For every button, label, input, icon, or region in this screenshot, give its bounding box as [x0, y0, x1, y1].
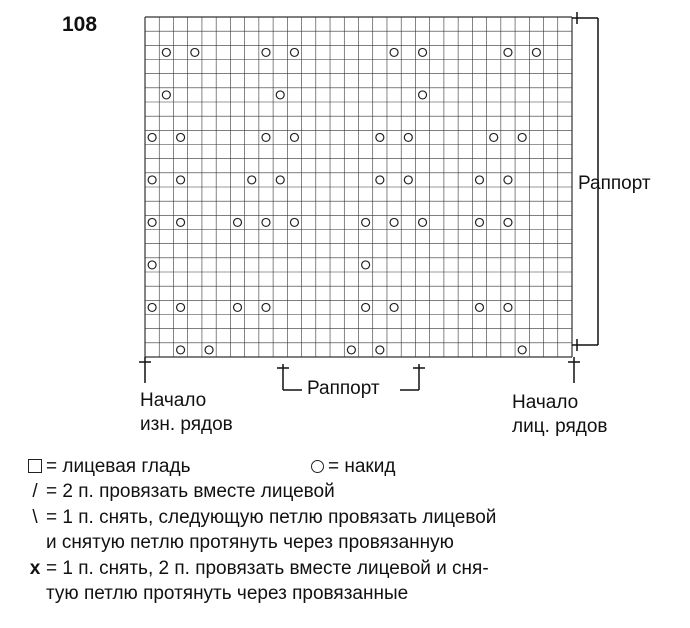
yarn-over-symbol — [148, 303, 156, 311]
yarn-over-symbol — [475, 218, 483, 226]
yarn-over-symbol — [234, 303, 242, 311]
yarn-over-symbol — [504, 303, 512, 311]
yarn-over-symbol — [518, 133, 526, 141]
yarn-over-symbol — [248, 176, 256, 184]
yarn-over-symbol — [148, 261, 156, 269]
yarn-over-symbol — [262, 303, 270, 311]
yarn-over-symbol — [276, 91, 284, 99]
yarn-over-symbol — [504, 48, 512, 56]
yarn-over-symbol — [177, 133, 185, 141]
rapport-label-bottom: Раппорт — [307, 378, 380, 399]
yarn-over-symbol — [262, 133, 270, 141]
legend-k2tog: / = 2 п. провязать вместе лицевой — [24, 480, 335, 504]
yarn-over-symbol — [290, 218, 298, 226]
legend-sk2po-cont: тую петлю протянуть через провязанные — [46, 583, 409, 604]
square-icon — [28, 459, 42, 473]
yarn-over-symbol — [191, 48, 199, 56]
yarn-over-symbol — [262, 218, 270, 226]
slash-icon: / — [32, 481, 38, 502]
yarn-over-symbol — [376, 133, 384, 141]
start-wrong-rows-line1: Начало — [140, 390, 207, 411]
legend-stockinette: = лицевая гладь — [24, 455, 190, 479]
yarn-over-symbol — [234, 218, 242, 226]
yarn-over-symbol — [177, 218, 185, 226]
yarn-over-symbol — [419, 218, 427, 226]
yarn-over-symbol — [362, 261, 370, 269]
yarn-over-symbol — [177, 303, 185, 311]
yarn-over-symbol — [376, 176, 384, 184]
yarn-over-symbol — [148, 218, 156, 226]
yarn-over-symbol — [276, 176, 284, 184]
yarn-over-symbol — [162, 48, 170, 56]
yarn-over-symbol — [162, 91, 170, 99]
yarn-over-symbol — [362, 303, 370, 311]
yarn-over-symbol — [404, 176, 412, 184]
legend-yarn-over: = накид — [306, 455, 395, 479]
yarn-over-symbol — [376, 346, 384, 354]
yarn-over-symbol — [490, 133, 498, 141]
yarn-over-symbol — [362, 218, 370, 226]
circle-icon — [311, 460, 324, 473]
yarn-over-symbol — [419, 91, 427, 99]
backslash-icon: \ — [32, 507, 38, 528]
yarn-over-symbol — [504, 176, 512, 184]
cross-icon: x — [29, 558, 41, 579]
pattern-number: 108 — [62, 13, 98, 36]
yarn-over-symbol — [390, 218, 398, 226]
legend-sk2po: x = 1 п. снять, 2 п. провязать вместе лицевой и сня- — [24, 557, 489, 581]
yarn-over-symbol — [475, 303, 483, 311]
legend-skpo: \ = 1 п. снять, следующую петлю провязать лицевой — [24, 506, 496, 530]
yarn-over-symbol — [177, 346, 185, 354]
chart-grid — [145, 17, 572, 357]
yarn-over-symbol — [504, 218, 512, 226]
yarn-over-symbol — [177, 176, 185, 184]
yarn-over-symbol — [262, 48, 270, 56]
yarn-over-symbol — [347, 346, 355, 354]
yarn-over-symbol — [390, 48, 398, 56]
start-wrong-rows-line2: изн. рядов — [140, 414, 233, 435]
yarn-over-symbol — [290, 133, 298, 141]
rapport-label-right: Раппорт — [578, 173, 651, 194]
yarn-over-symbol — [205, 346, 213, 354]
legend-skpo-cont: и снятую петлю протянуть через провязанную — [46, 532, 454, 553]
yarn-over-symbol — [148, 133, 156, 141]
yarn-over-symbol — [390, 303, 398, 311]
yarn-over-symbol — [475, 176, 483, 184]
yarn-over-symbol — [404, 133, 412, 141]
start-right-rows-line1: Начало — [512, 392, 579, 413]
yarn-over-symbol — [518, 346, 526, 354]
yarn-over-symbol — [532, 48, 540, 56]
yarn-over-symbol — [148, 176, 156, 184]
yarn-over-symbol — [419, 48, 427, 56]
yarn-over-symbol — [290, 48, 298, 56]
start-right-rows-line2: лиц. рядов — [512, 416, 608, 437]
